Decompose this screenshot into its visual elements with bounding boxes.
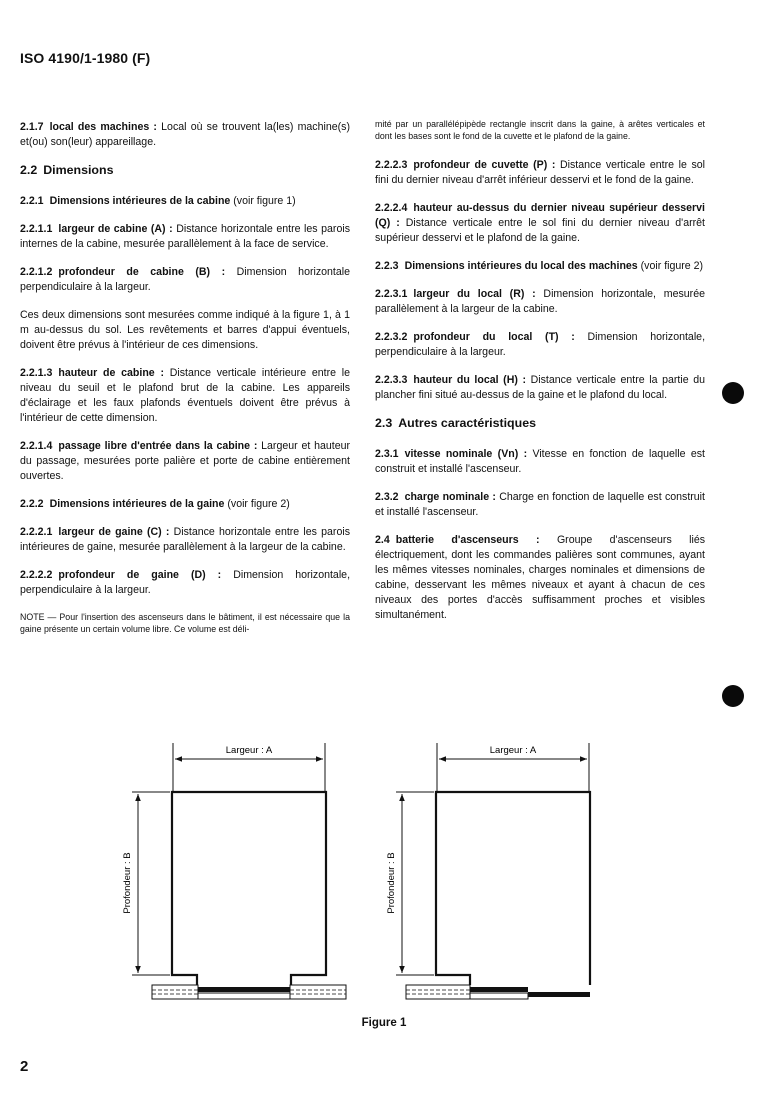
section-2-3-1 <box>375 447 705 477</box>
section-2-2-1-4 <box>20 439 350 484</box>
section-2-2-heading <box>20 163 350 178</box>
section-2-3-2 <box>375 490 705 520</box>
term: local des machines : <box>49 121 157 133</box>
section-title: Autres caractéristiques <box>398 416 536 430</box>
section-number: 2.2.3.2 <box>375 331 408 343</box>
term: charge nominale : <box>404 491 496 503</box>
left-column <box>20 120 350 635</box>
section-number: 2.2.1.4 <box>20 440 53 452</box>
definition: Vitesse en fonction de laquelle est construit et installé l'ascenseur. <box>375 448 705 475</box>
note-continuation: mité par un parallélépipède rectangle inscrit dans la gaine, à arêtes verticales et dont les bases sont le fond de la cuvette et le plafond de la gaine. <box>375 119 705 141</box>
section-number: 2.4 <box>375 534 390 546</box>
document-header: ISO 4190/1-1980 (F) <box>20 50 151 66</box>
door-panel <box>528 992 590 997</box>
definition: Groupe d'ascenseurs liés électriquement, dont les commandes palières sont communes, ayant les mêmes vitesses nominales, charges nominales et dimensions de cabine, desservant les mêmes niveaux et ayant à chacun de ces niveaux des portes d'accès suffisamment proches et visibles simultanément. <box>375 534 706 621</box>
term: passage libre d'entrée dans la cabine : <box>58 440 258 452</box>
depth-label: Profondeur : B <box>122 852 133 914</box>
width-label: Largeur : A <box>225 745 273 756</box>
section-number: 2.2.2.2 <box>20 569 53 581</box>
section-2-1-7 <box>20 120 350 150</box>
right-column <box>375 120 705 636</box>
definition: Charge en fonction de laquelle est construit et installé l'ascenseur. <box>375 491 705 518</box>
section-2-2-3-3 <box>375 373 705 403</box>
section-2-2-1-1 <box>20 222 350 252</box>
section-title: Dimensions <box>43 163 114 177</box>
definition: Dimension horizontale, perpendiculaire à la largeur. <box>20 569 351 596</box>
width-label: Largeur : A <box>489 745 537 756</box>
term: hauteur du local (H) : <box>413 374 527 386</box>
section-2-2-3-heading <box>375 259 705 274</box>
definition: Distance verticale entre le sol fini du dernier niveau d'arrêt supérieur desservi et le plafond de la gaine. <box>375 217 705 244</box>
section-title: Dimensions intérieures de la gaine <box>49 498 225 510</box>
definition: Distance horizontale entre les parois intérieures de gaine, mesurée parallèlement à la largeur de la cabine. <box>20 526 350 553</box>
door-panel <box>470 987 528 992</box>
section-2-3-heading <box>375 416 705 431</box>
section-2-2-3-1 <box>375 287 705 317</box>
cabin-outline <box>436 792 590 985</box>
section-number: 2.3.1 <box>375 448 399 460</box>
section-2-4 <box>375 533 705 623</box>
margin-bullet-mark <box>722 382 744 404</box>
section-title: Dimensions intérieures de la cabine <box>49 195 231 207</box>
definition: Local où se trouvent la(les) machine(s) et(ou) son(leur) appareillage. <box>20 121 350 148</box>
term: profondeur de gaine (D) : <box>58 569 222 581</box>
definition: Dimension horizontale, mesurée parallèlement à la largeur de la cabine. <box>375 288 705 315</box>
figure-1-drawing <box>0 735 768 1010</box>
definition: Distance verticale intérieure entre le niveau du seuil et le plafond brut de la cabine. Les appareils d'éclairage et les faux plafonds éventuels doivent être prévus à l'intérieur de cette dimension. <box>20 367 350 424</box>
section-2-2-2-3 <box>375 158 705 188</box>
depth-label: Profondeur : B <box>386 852 397 914</box>
section-number: 2.2.1 <box>20 195 44 207</box>
page-number: 2 <box>20 1058 29 1075</box>
section-number: 2.2.1.3 <box>20 367 53 379</box>
measure-paragraph: Ces deux dimensions sont mesurées comme indiqué à la figure 1, à 1 m au-dessus du sol. Les revêtements et barres d'appui éventuels, doivent être prévus à l'intérieur de ces dimensions. <box>20 309 350 351</box>
cabin-outline <box>172 792 326 985</box>
cabin-diagram-right <box>386 743 590 999</box>
section-number: 2.2 <box>20 163 38 177</box>
section-2-2-2-2 <box>20 568 350 598</box>
margin-bullet-mark <box>722 685 744 707</box>
door-track <box>198 993 290 999</box>
definition: Largeur et hauteur du passage, mesurées porte palière et porte de cabine entièrement ouvertes. <box>20 440 351 482</box>
section-title: Dimensions intérieures du local des machines <box>404 260 638 272</box>
section-number: 2.2.2.4 <box>375 202 408 214</box>
figure-ref: (voir figure 1) <box>230 195 296 207</box>
door-panel <box>198 987 290 992</box>
landing-sill-right <box>290 985 346 999</box>
term: largeur de cabine (A) : <box>58 223 173 235</box>
section-number: 2.2.1.2 <box>20 266 53 278</box>
cabin-diagram-left <box>122 743 346 999</box>
definition: Dimension horizontale, perpendiculaire à la largeur. <box>375 331 706 358</box>
section-number: 2.2.3.1 <box>375 288 408 300</box>
definition: Distance verticale entre la partie du plancher fini situé au-dessus de la gaine et le plafond du local. <box>375 374 706 401</box>
section-number: 2.3.2 <box>375 491 399 503</box>
figure-ref: (voir figure 2) <box>224 498 290 510</box>
figure-caption: Figure 1 <box>361 1017 407 1029</box>
section-2-2-3-2 <box>375 330 705 360</box>
landing-sill-left <box>406 985 470 999</box>
definition: Dimension horizontale perpendiculaire à la largeur. <box>20 266 351 293</box>
term: profondeur du local (T) : <box>413 331 575 343</box>
section-2-2-1-3 <box>20 366 350 426</box>
definition: Distance verticale entre le sol fini du dernier niveau d'arrêt inférieur desservi et le fond de la gaine. <box>375 159 705 186</box>
term: batterie d'ascenseurs : <box>395 534 540 546</box>
section-2-2-1-heading <box>20 194 350 209</box>
term: profondeur de cabine (B) : <box>58 266 226 278</box>
door-track <box>470 993 528 999</box>
term: largeur du local (R) : <box>413 288 536 300</box>
term: largeur de gaine (C) : <box>58 526 170 538</box>
section-2-2-1-2 <box>20 265 350 295</box>
section-number: 2.3 <box>375 416 393 430</box>
term: profondeur de cuvette (P) : <box>413 159 556 171</box>
landing-sill-left <box>152 985 198 999</box>
definition: Distance horizontale entre les parois internes de la cabine, mesurée parallèlement à la face de service. <box>20 223 350 250</box>
section-number: 2.2.1.1 <box>20 223 53 235</box>
term: hauteur au-dessus du dernier niveau supérieur desservi (Q) : <box>375 202 705 229</box>
section-2-2-2-1 <box>20 525 350 555</box>
section-2-2-2-heading <box>20 497 350 512</box>
term: hauteur de cabine : <box>58 367 164 379</box>
figure-ref: (voir figure 2) <box>637 260 704 272</box>
section-2-2-2-4 <box>375 201 705 246</box>
term: vitesse nominale (Vn) : <box>404 448 528 460</box>
section-number: 2.2.3.3 <box>375 374 408 386</box>
section-number: 2.2.2.3 <box>375 159 408 171</box>
section-number: 2.2.2 <box>20 498 44 510</box>
section-number: 2.2.2.1 <box>20 526 53 538</box>
note-paragraph: NOTE — Pour l'insertion des ascenseurs dans le bâtiment, il est nécessaire que la gaine présente un certain volume libre. Ce volume est déli- <box>20 612 350 634</box>
section-number: 2.2.3 <box>375 260 399 272</box>
section-number: 2.1.7 <box>20 121 44 133</box>
